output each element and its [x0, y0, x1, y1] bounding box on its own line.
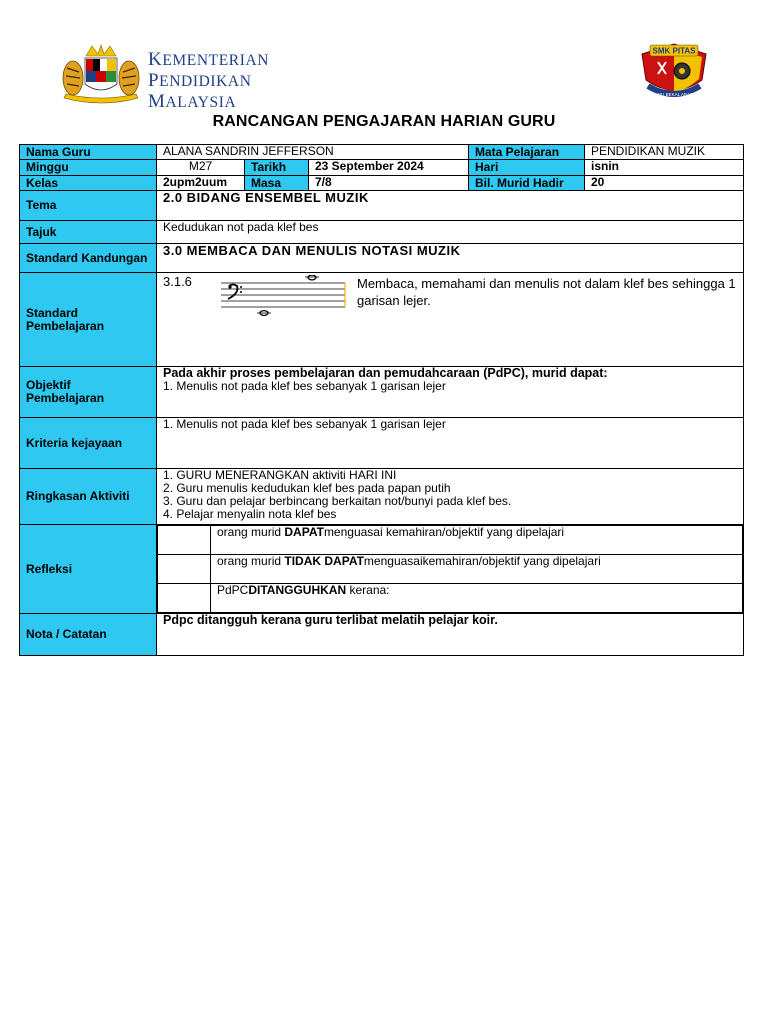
value-minggu: M27	[157, 160, 245, 176]
refleksi-prefix: PdPC	[217, 583, 249, 597]
refleksi-text-ditangguhkan	[211, 584, 743, 613]
row-nama-guru	[20, 145, 744, 160]
label-ringkasan: Ringkasan Aktiviti	[20, 469, 157, 525]
refleksi-keyword: DITANGGUHKAN	[248, 583, 347, 597]
value-tema: 2.0 BIDANG ENSEMBEL MUZIK	[157, 191, 744, 221]
label-objektif: Objektif Pembelajaran	[20, 367, 157, 418]
value-kriteria	[157, 418, 744, 469]
value-objektif	[157, 367, 744, 418]
refleksi-row-dapat	[158, 526, 743, 555]
row-kriteria	[20, 418, 744, 469]
label-kriteria: Kriteria kejayaan	[20, 418, 157, 469]
label-nota: Nota / Catatan	[20, 614, 157, 656]
refleksi-count-dapat[interactable]	[158, 526, 211, 555]
refleksi-table	[157, 525, 743, 613]
value-nama-guru: ALANA SANDRIN JEFFERSON	[157, 145, 469, 160]
label-tarikh: Tarikh	[245, 160, 309, 176]
refleksi-row-tidak-dapat	[158, 555, 743, 584]
refleksi-prefix: orang murid	[217, 554, 285, 568]
document-header	[0, 0, 768, 130]
school-logo-motto: ILMU BEKAL ABADI	[653, 92, 695, 97]
ringkasan-item: 2. Guru menulis kedudukan klef bes pada papan putih	[163, 481, 451, 495]
label-standard-kandungan: Standard Kandungan	[20, 244, 157, 273]
row-refleksi	[20, 525, 744, 614]
objektif-item: 1. Menulis not pada klef bes sebanyak 1 garisan lejer	[163, 379, 446, 393]
ringkasan-item: 4. Pelajar menyalin nota klef bes	[163, 507, 337, 521]
kriteria-item: 1. Menulis not pada klef bes sebanyak 1 garisan lejer	[163, 417, 446, 431]
ringkasan-list	[163, 469, 737, 521]
malaysia-coat-of-arms-icon	[58, 44, 144, 106]
label-bil-murid: Bil. Murid Hadir	[469, 176, 585, 191]
refleksi-suffix: menguasai kemahiran/objektif yang dipelajari	[323, 525, 565, 539]
ministry-line-3: ALAYSIA	[165, 94, 237, 111]
refleksi-count-ditangguhkan[interactable]	[158, 584, 211, 613]
row-tema	[20, 191, 744, 221]
objektif-list	[163, 380, 737, 393]
value-tajuk: Kedudukan not pada klef bes	[157, 221, 744, 244]
label-masa: Masa	[245, 176, 309, 191]
sp-code: 3.1.6	[163, 274, 192, 289]
row-standard-kandungan	[20, 244, 744, 273]
ministry-name: KEMENTERIAN PENDIDIKAN MALAYSIA	[148, 49, 270, 112]
lesson-plan-table	[19, 144, 744, 656]
value-ringkasan	[157, 469, 744, 525]
refleksi-suffix: kerana:	[346, 583, 390, 597]
label-tema: Tema	[20, 191, 157, 221]
label-standard-pembelajaran: Standard Pembelajaran	[20, 273, 157, 367]
ministry-line-1: EMENTERIAN	[162, 52, 270, 69]
value-hari: isnin	[585, 160, 744, 176]
refleksi-prefix: orang murid	[217, 525, 285, 539]
value-bil-murid: 20	[585, 176, 744, 191]
school-logo-text: SMK PITAS	[652, 46, 696, 56]
objektif-intro: Pada akhir proses pembelajaran dan pemudahcaraan (PdPC), murid dapat:	[163, 366, 608, 380]
school-logo-icon	[636, 40, 712, 102]
document-title: RANCANGAN PENGAJARAN HARIAN GURU	[212, 113, 556, 130]
row-ringkasan	[20, 469, 744, 525]
value-refleksi	[157, 525, 744, 614]
refleksi-keyword: DAPAT	[284, 525, 324, 539]
row-objektif	[20, 367, 744, 418]
ringkasan-item: 1. GURU MENERANGKAN aktiviti HARI INI	[163, 468, 397, 482]
value-standard-kandungan: 3.0 MEMBACA DAN MENULIS NOTASI MUZIK	[157, 244, 744, 273]
label-mata-pelajaran: Mata Pelajaran	[469, 145, 585, 160]
refleksi-text-tidak-dapat	[211, 555, 743, 584]
row-minggu	[20, 160, 744, 176]
value-nota: Pdpc ditangguh kerana guru terlibat melatih pelajar koir.	[157, 614, 744, 656]
value-kelas: 2upm2uum	[157, 176, 245, 191]
label-kelas: Kelas	[20, 176, 157, 191]
row-tajuk	[20, 221, 744, 244]
row-standard-pembelajaran	[20, 273, 744, 367]
value-mata-pelajaran: PENDIDIKAN MUZIK	[585, 145, 744, 160]
label-tajuk: Tajuk	[20, 221, 157, 244]
row-nota	[20, 614, 744, 656]
ringkasan-item: 3. Guru dan pelajar berbincang berkaitan not/bunyi pada klef bes.	[163, 494, 512, 508]
row-kelas	[20, 176, 744, 191]
label-hari: Hari	[469, 160, 585, 176]
refleksi-suffix: menguasaikemahiran/objektif yang dipelajari	[363, 554, 601, 568]
bass-clef-staff-icon	[221, 275, 349, 321]
label-nama-guru: Nama Guru	[20, 145, 157, 160]
refleksi-count-tidak-dapat[interactable]	[158, 555, 211, 584]
sp-description: Membaca, memahami dan menulis not dalam klef bes sehingga 1 garisan lejer.	[357, 276, 736, 308]
value-standard-pembelajaran	[157, 273, 744, 367]
refleksi-row-ditangguhkan	[158, 584, 743, 613]
value-masa: 7/8	[309, 176, 469, 191]
ministry-line-2: ENDIDIKAN	[159, 73, 252, 90]
label-refleksi: Refleksi	[20, 525, 157, 614]
refleksi-text-dapat	[211, 526, 743, 555]
label-minggu: Minggu	[20, 160, 157, 176]
refleksi-keyword: TIDAK DAPAT	[284, 554, 364, 568]
value-tarikh: 23 September 2024	[309, 160, 469, 176]
